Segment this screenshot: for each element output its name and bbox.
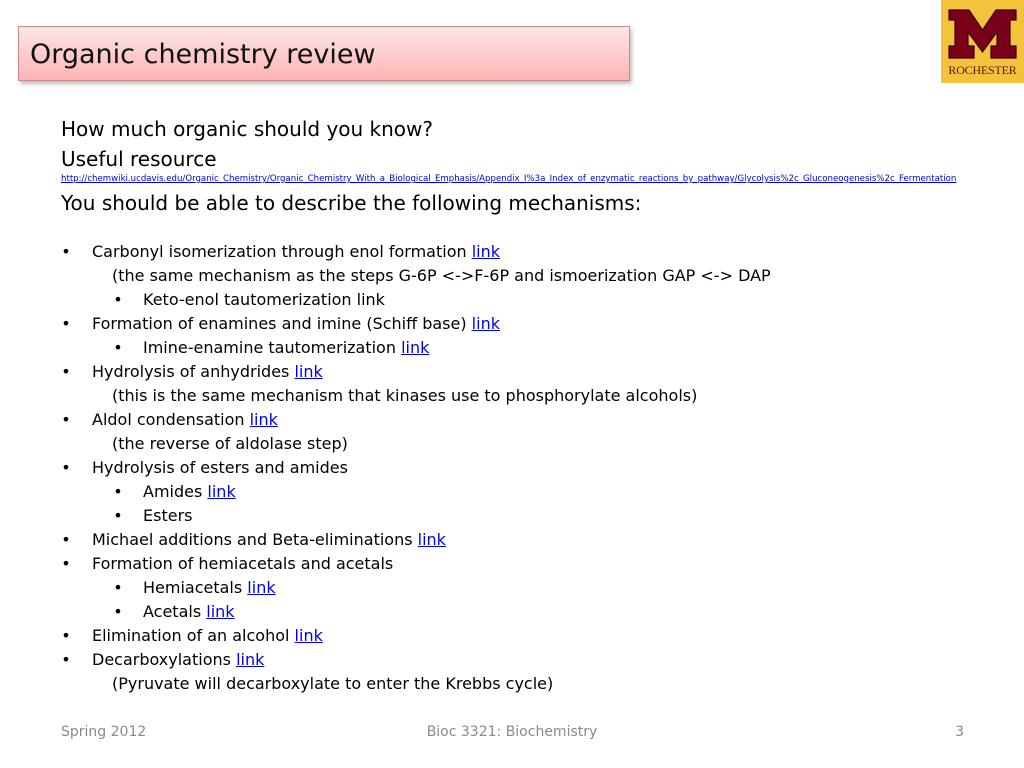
mechanism-link[interactable]: link xyxy=(471,242,500,261)
mechanism-link[interactable]: link xyxy=(471,314,500,333)
list-item xyxy=(0,672,950,696)
intro-question: How much organic should you know? xyxy=(61,117,434,141)
bullet-icon: • xyxy=(113,578,123,597)
list-item-text xyxy=(112,264,771,288)
slide-title: Organic chemistry review xyxy=(30,39,376,70)
list-item-text xyxy=(143,576,276,600)
list-item xyxy=(0,408,950,432)
list-item xyxy=(0,288,950,312)
list-item-label: (this is the same mechanism that kinases use to phosphorylate alcohols) xyxy=(112,386,698,405)
list-item xyxy=(0,456,950,480)
list-item xyxy=(0,264,950,288)
logo-text: ROCHESTER xyxy=(948,63,1017,77)
list-item-label: (the same mechanism as the steps G-6P <->F-6P and ismoerization GAP <-> DAP xyxy=(112,266,771,285)
list-item-text xyxy=(143,504,192,528)
list-item-label: Aldol condensation xyxy=(92,410,250,429)
mechanism-link[interactable]: link xyxy=(247,578,276,597)
bullet-icon: • xyxy=(61,242,71,261)
list-item-text xyxy=(92,240,500,264)
list-item-label: Esters xyxy=(143,506,193,525)
list-item xyxy=(0,624,950,648)
list-item-text xyxy=(92,624,323,648)
list-item-label: Carbonyl isomerization through enol formation xyxy=(92,242,472,261)
list-item-text xyxy=(143,480,236,504)
list-item xyxy=(0,312,950,336)
list-item xyxy=(0,600,950,624)
list-item-text xyxy=(92,408,278,432)
list-item xyxy=(0,552,950,576)
bullet-icon: • xyxy=(113,290,123,309)
mechanism-link[interactable]: link xyxy=(207,482,236,501)
list-item-label: Amides xyxy=(143,482,208,501)
list-item-text xyxy=(92,528,446,552)
list-item xyxy=(0,648,950,672)
list-item xyxy=(0,576,950,600)
list-item-label: Formation of hemiacetals and acetals xyxy=(92,554,394,573)
resource-link[interactable]: http://chemwiki.ucdavis.edu/Organic_Chemistry/Organic_Chemistry_With_a_Biological_Emphasis/Appendix_I%3a_Index_of_enzymatic_reactions_by_pathway/Glycolysis%2c_Gluconeogenesis%2c_Fermentation xyxy=(61,174,957,184)
bullet-icon: • xyxy=(113,338,123,357)
bullet-icon: • xyxy=(113,506,123,525)
mechanism-list xyxy=(0,240,950,696)
list-item-text xyxy=(143,288,385,312)
resource-label: Useful resource xyxy=(61,147,217,171)
list-item-label: Hemiacetals xyxy=(143,578,248,597)
list-item xyxy=(0,480,950,504)
intro-section xyxy=(61,114,1011,218)
bullet-icon: • xyxy=(61,626,71,645)
bullet-icon: • xyxy=(61,410,71,429)
list-item xyxy=(0,336,950,360)
mechanism-link[interactable]: link xyxy=(294,626,323,645)
mechanism-link[interactable]: link xyxy=(401,338,430,357)
list-item-text xyxy=(92,312,500,336)
list-item-label: Acetals xyxy=(143,602,207,621)
list-item-text xyxy=(92,552,393,576)
bullet-icon: • xyxy=(113,482,123,501)
list-item-text xyxy=(112,672,553,696)
list-item xyxy=(0,432,950,456)
mechanisms-heading: You should be able to describe the following mechanisms: xyxy=(61,191,642,215)
mechanism-link[interactable]: link xyxy=(236,650,265,669)
slide-title-box xyxy=(18,26,630,81)
list-item xyxy=(0,360,950,384)
list-item-text xyxy=(143,336,429,360)
list-item-text xyxy=(92,456,348,480)
list-item-label: Keto-enol tautomerization link xyxy=(143,290,385,309)
list-item xyxy=(0,504,950,528)
footer-course: Bioc 3321: Biochemistry xyxy=(426,724,598,740)
page-number: 3 xyxy=(955,724,964,740)
university-logo xyxy=(941,0,1024,83)
list-item-text xyxy=(112,384,697,408)
list-item-text xyxy=(112,432,348,456)
list-item-label: Elimination of an alcohol xyxy=(92,626,295,645)
bullet-icon: • xyxy=(61,362,71,381)
list-item-text xyxy=(92,648,264,672)
bullet-icon: • xyxy=(61,554,71,573)
list-item-label: Hydrolysis of esters and amides xyxy=(92,458,348,477)
list-item-text xyxy=(92,360,323,384)
bullet-icon: • xyxy=(113,602,123,621)
list-item-label: Imine-enamine tautomerization xyxy=(143,338,402,357)
list-item xyxy=(0,240,950,264)
list-item xyxy=(0,384,950,408)
list-item-label: Formation of enamines and imine (Schiff base) xyxy=(92,314,472,333)
footer-date: Spring 2012 xyxy=(61,724,147,740)
list-item-label: Michael additions and Beta-eliminations xyxy=(92,530,418,549)
bullet-icon: • xyxy=(61,458,71,477)
mechanism-link[interactable]: link xyxy=(206,602,235,621)
bullet-icon: • xyxy=(61,314,71,333)
list-item-label: Hydrolysis of anhydrides xyxy=(92,362,295,381)
list-item-label: (Pyruvate will decarboxylate to enter the Krebbs cycle) xyxy=(112,674,554,693)
list-item-label: Decarboxylations xyxy=(92,650,237,669)
bullet-icon: • xyxy=(61,650,71,669)
block-m-icon xyxy=(947,6,1018,61)
mechanism-link[interactable]: link xyxy=(249,410,278,429)
list-item-label: (the reverse of aldolase step) xyxy=(112,434,348,453)
mechanism-link[interactable]: link xyxy=(417,530,446,549)
list-item xyxy=(0,528,950,552)
bullet-icon: • xyxy=(61,530,71,549)
mechanism-link[interactable]: link xyxy=(294,362,323,381)
list-item-text xyxy=(143,600,235,624)
